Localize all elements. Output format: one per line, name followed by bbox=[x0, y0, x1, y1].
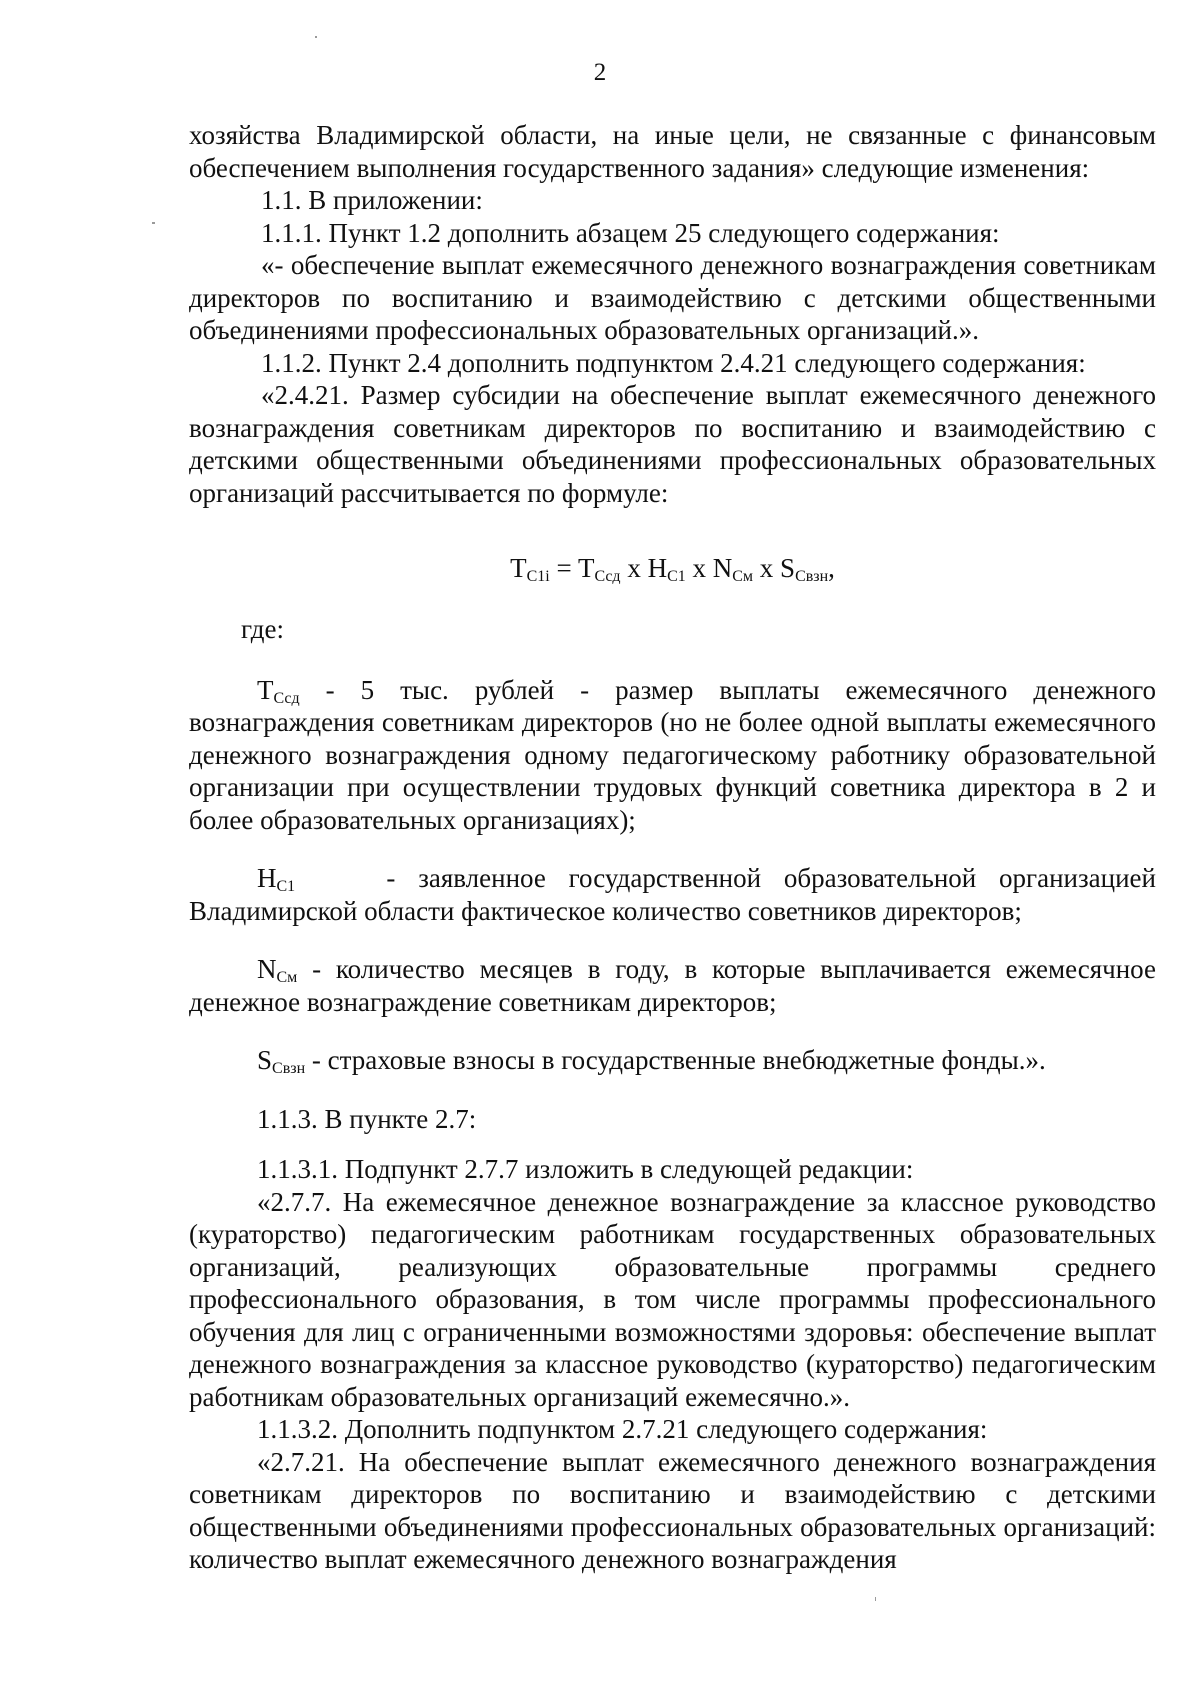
formula-end: , bbox=[828, 553, 835, 583]
paragraph-quote-2-4-21: «2.4.21. Размер субсидии на обеспечение выплат ежемесячного денежного вознаграждения советникам директоров по воспитанию и взаимодействию с детскими общественными объединениями профессиональных образовательных организаций рассчитывается по формуле: bbox=[189, 380, 1156, 508]
scan-mark bbox=[875, 1597, 876, 1601]
definition-symbol: T bbox=[257, 674, 274, 705]
definition-n-sm bbox=[189, 953, 1156, 1018]
paragraph-1-1-3: 1.1.3. В пункте 2.7: bbox=[257, 1103, 477, 1134]
definition-text: - количество месяцев в году, в которые выплачивается ежемесячное денежное вознаграждение советникам директоров; bbox=[189, 954, 1156, 1017]
definition-symbol-sub: См bbox=[276, 969, 298, 986]
paragraph-1-1-3-1: 1.1.3.1. Подпункт 2.7.7 изложить в следующей редакции: bbox=[257, 1154, 914, 1184]
formula-term-4: S bbox=[780, 553, 796, 583]
definition-symbol-sub: Ссд bbox=[273, 689, 300, 707]
document-body bbox=[189, 119, 1163, 1576]
definition-symbol-sub: С1 bbox=[276, 878, 296, 895]
scan-mark bbox=[315, 36, 317, 38]
formula-term-2: Н bbox=[647, 553, 668, 583]
formula-times-3: х bbox=[753, 553, 781, 583]
formula-equals: = bbox=[549, 553, 578, 583]
definition-symbol: Н bbox=[257, 863, 277, 893]
formula-times-2: х bbox=[685, 553, 713, 583]
formula-term-3-sub: См bbox=[732, 568, 754, 585]
paragraph-quote-1: «- обеспечение выплат ежемесячного денежного вознаграждения советникам директоров по воспитанию и взаимодействию с детскими общественными объединениями профессиональных образовательных организаций.». bbox=[189, 250, 1156, 345]
definition-symbol: S bbox=[257, 1045, 273, 1075]
definition-text: - заявленное государственной образовательной организацией Владимирской области фактическое количество советников директоров; bbox=[189, 863, 1163, 926]
where-label: где: bbox=[241, 614, 284, 644]
paragraph-quote-2-7-7: «2.7.7. На ежемесячное денежное вознаграждение за классное руководство (кураторство) педагогическим работникам государственных образовательных организаций, реализующих образовательные программы среднего профессионального образования, в том числе программы профессионального обучения для лиц с ограниченными возможностями здоровья: обеспечение выплат денежного вознаграждения за классное руководство (кураторство) педагогическим работникам образовательных организаций ежемесячно.». bbox=[189, 1186, 1156, 1412]
paragraph-quote-2-7-21: «2.7.21. На обеспечение выплат ежемесячного денежного вознаграждения советникам директоров по воспитанию и взаимодействию с детскими общественными объединениями профессиональных образовательных организаций: количество выплат ежемесячного денежного вознаграждения bbox=[189, 1446, 1156, 1574]
formula-term-4-sub: Свзн bbox=[795, 568, 829, 585]
page-number: 2 bbox=[593, 59, 607, 86]
formula-term-3: N bbox=[712, 553, 733, 583]
formula-term-1: T bbox=[577, 553, 595, 583]
paragraph-1-1-1: 1.1.1. Пункт 1.2 дополнить абзацем 25 следующего содержания: bbox=[261, 217, 1000, 248]
scan-mark bbox=[152, 222, 155, 224]
formula-lhs: T bbox=[510, 553, 527, 583]
definition-text: - 5 тыс. рублей - размер выплаты ежемесячного денежного вознаграждения советникам директоров (но не более одной выплаты ежемесячного денежного вознаграждения одному педагогическому работнику образовательной организации при осуществлении трудовых функций советника директора в 2 и более образовательных организациях); bbox=[189, 674, 1156, 835]
definition-symbol-sub: Свзн bbox=[272, 1060, 306, 1077]
definition-text: - страховые взносы в государственные внебюджетные фонды.». bbox=[305, 1045, 1046, 1075]
definition-s-svzn bbox=[189, 1044, 1156, 1077]
formula-lhs-sub: C1i bbox=[526, 568, 550, 585]
definition-t-ssd bbox=[189, 674, 1156, 837]
formula-term-1-sub: Ссд bbox=[594, 568, 621, 585]
definition-symbol: N bbox=[257, 954, 277, 984]
formula bbox=[189, 551, 1156, 585]
paragraph-1-1-3-2: 1.1.3.2. Дополнить подпунктом 2.7.21 следующего содержания: bbox=[257, 1414, 988, 1444]
paragraph-1-1-2: 1.1.2. Пункт 2.4 дополнить подпунктом 2.4.21 следующего содержания: bbox=[261, 347, 1086, 378]
paragraph-intro: хозяйства Владимирской области, на иные цели, не связанные с финансовым обеспечением выполнения государственного задания» следующие изменения: bbox=[189, 120, 1156, 183]
definition-n-s1 bbox=[189, 862, 1163, 927]
formula-times-1: х bbox=[620, 553, 648, 583]
formula-term-2-sub: С1 bbox=[667, 568, 686, 585]
paragraph-1-1: 1.1. В приложении: bbox=[261, 185, 483, 215]
